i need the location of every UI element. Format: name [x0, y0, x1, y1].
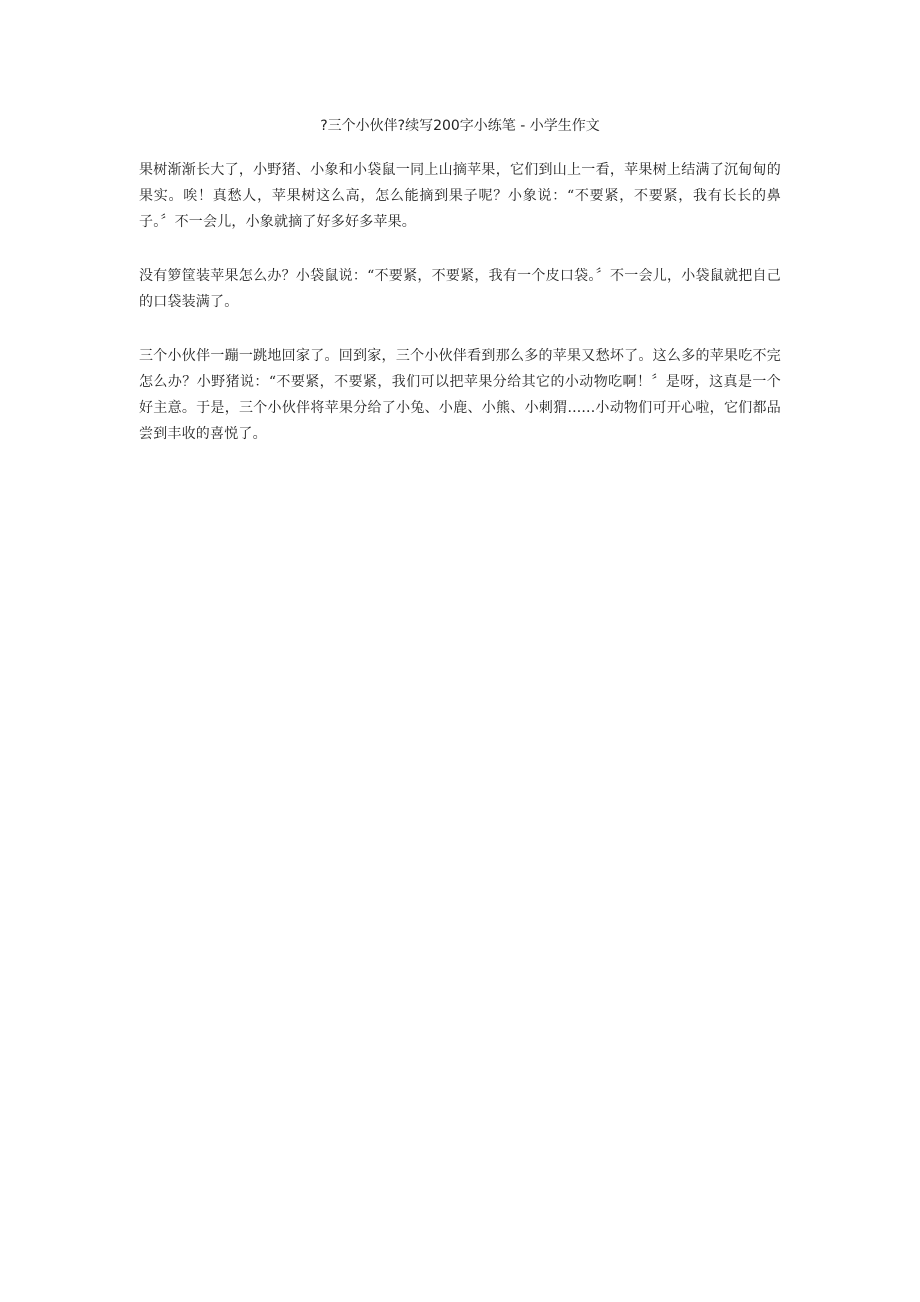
- document-body: [139, 157, 781, 475]
- paragraph-1: 果树渐渐长大了，小野猪、小象和小袋鼠一同上山摘苹果，它们到山上一看，苹果树上结满了沉甸甸的果实。唉！真愁人，苹果树这么高，怎么能摘到果子呢？小象说：“不要紧，不要紧，我有长长的鼻子。〞不一会儿，小象就摘了好多好多苹果。: [139, 162, 781, 230]
- paragraph-3: 三个小伙伴一蹦一跳地回家了。回到家，三个小伙伴看到那么多的苹果又愁坏了。这么多的苹果吃不完怎么办？小野猪说：“不要紧，不要紧，我们可以把苹果分给其它的小动物吃啊！〞是呀，这真是一个好主意。于是，三个小伙伴将苹果分给了小兔、小鹿、小熊、小刺猬......小动物们可开心啦，它们都品尝到丰收的喜悦了。: [139, 348, 781, 442]
- document-title: ?三个小伙伴?续写200字小练笔 - 小学生作文: [320, 118, 600, 134]
- paragraph-2: 没有箩筐装苹果怎么办？小袋鼠说：“不要紧，不要紧，我有一个皮口袋。〞不一会儿，小袋鼠就把自己的口袋装满了。: [139, 268, 781, 310]
